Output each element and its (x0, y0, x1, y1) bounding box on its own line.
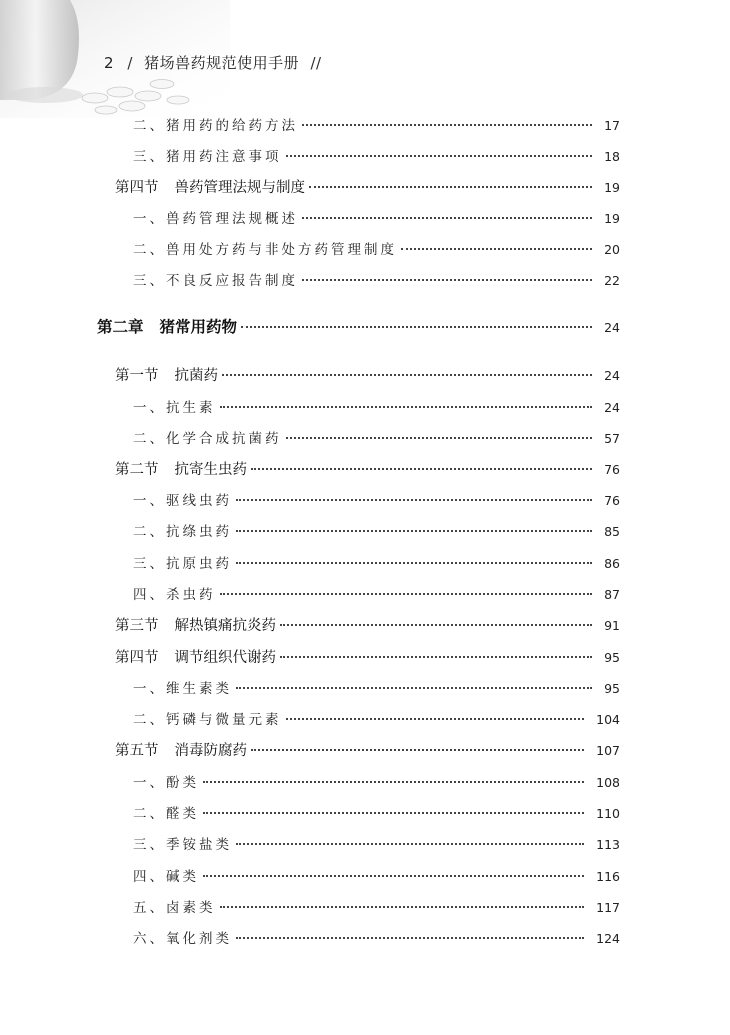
toc-entry[interactable] (133, 552, 620, 572)
toc-entry[interactable] (133, 145, 620, 165)
toc-entry-page: 107 (596, 743, 620, 758)
leader-dots (251, 468, 592, 470)
leader-dots (309, 186, 592, 188)
toc-entry-page: 24 (604, 320, 620, 335)
section-number: 第四节 (115, 650, 159, 666)
chapter-number: 第二章 (97, 318, 144, 336)
toc-entry-page: 86 (604, 556, 620, 571)
toc-entry-page: 24 (604, 400, 620, 415)
leader-dots (236, 562, 592, 564)
toc-entry[interactable] (133, 207, 620, 227)
section-number: 第四节 (115, 180, 159, 196)
toc-section[interactable] (115, 614, 620, 635)
leader-dots (220, 406, 593, 408)
toc-entry[interactable] (133, 927, 620, 947)
toc-section-label (115, 646, 276, 667)
section-title: 兽药管理法规与制度 (174, 180, 305, 196)
toc-section[interactable] (115, 364, 620, 385)
toc-entry[interactable] (133, 833, 620, 853)
toc-entry-label: 二、兽用处方药与非处方药管理制度 (133, 242, 397, 258)
toc-chapter-label (97, 315, 237, 337)
toc-entry[interactable] (133, 427, 620, 447)
section-number: 第一节 (115, 368, 159, 384)
section-number: 第二节 (115, 462, 159, 478)
toc-entry-label: 三、不良反应报告制度 (133, 273, 298, 289)
toc-entry-label: 四、杀虫药 (133, 587, 216, 603)
toc-entry-page: 85 (604, 524, 620, 539)
toc-section[interactable] (115, 176, 620, 197)
toc-section-label (115, 364, 218, 385)
toc-entry-page: 124 (596, 931, 620, 946)
page-number: 2 (104, 54, 115, 72)
toc-entry-label: 一、兽药管理法规概述 (133, 211, 298, 227)
leader-dots (241, 326, 592, 328)
section-title: 调节组织代谢药 (174, 650, 276, 666)
chapter-title: 猪常用药物 (159, 318, 238, 336)
toc-entry[interactable] (133, 583, 620, 603)
toc-entry-page: 24 (604, 368, 620, 383)
toc-entry-label: 二、醛类 (133, 806, 199, 822)
toc-entry[interactable] (133, 396, 620, 416)
toc-entry-page: 113 (596, 837, 620, 852)
toc-entry-page: 76 (604, 462, 620, 477)
section-title: 解热镇痛抗炎药 (174, 618, 276, 634)
toc-section[interactable] (115, 739, 620, 760)
toc-entry-page: 104 (596, 712, 620, 727)
toc-entry-page: 76 (604, 493, 620, 508)
leader-dots (286, 437, 593, 439)
leader-dots (302, 124, 592, 126)
leader-dots (236, 499, 592, 501)
toc-entry[interactable] (133, 865, 620, 885)
section-number: 第五节 (115, 743, 159, 759)
section-title: 抗菌药 (174, 368, 218, 384)
toc-entry-label: 一、驱线虫药 (133, 493, 232, 509)
toc-entry[interactable] (133, 771, 620, 791)
leader-dots (302, 279, 592, 281)
toc-entry-page: 18 (604, 149, 620, 164)
leader-dots (220, 906, 585, 908)
toc-entry-page: 19 (604, 180, 620, 195)
toc-chapter[interactable] (97, 315, 620, 337)
toc-entry-label: 一、维生素类 (133, 681, 232, 697)
toc-entry[interactable] (133, 677, 620, 697)
leader-dots (203, 875, 584, 877)
leader-dots (302, 217, 592, 219)
toc-entry-label: 三、猪用药注意事项 (133, 149, 282, 165)
toc-section[interactable] (115, 458, 620, 479)
toc-entry-label: 三、抗原虫药 (133, 556, 232, 572)
toc-entry-page: 22 (604, 273, 620, 288)
toc-entry[interactable] (133, 802, 620, 822)
section-number: 第三节 (115, 618, 159, 634)
toc-entry[interactable] (133, 896, 620, 916)
toc-section-label (115, 614, 276, 635)
header-slash: / (127, 54, 133, 72)
toc-entry-page: 20 (604, 242, 620, 257)
leader-dots (286, 718, 585, 720)
toc-entry[interactable] (133, 238, 620, 258)
leader-dots (236, 530, 592, 532)
toc-entry-page: 19 (604, 211, 620, 226)
toc-entry-label: 三、季铵盐类 (133, 837, 232, 853)
toc-entry[interactable] (133, 269, 620, 289)
toc-entry-label: 二、化学合成抗菌药 (133, 431, 282, 447)
toc-section-label (115, 458, 247, 479)
leader-dots (280, 624, 592, 626)
toc-entry-page: 95 (604, 650, 620, 665)
leader-dots (401, 248, 592, 250)
section-title: 消毒防腐药 (174, 743, 247, 759)
toc-entry-page: 110 (596, 806, 620, 821)
toc-entry-label: 一、抗生素 (133, 400, 216, 416)
leader-dots (203, 781, 584, 783)
leader-dots (220, 593, 593, 595)
leader-dots (286, 155, 593, 157)
toc-entry-page: 108 (596, 775, 620, 790)
toc-entry-label: 二、抗绦虫药 (133, 524, 232, 540)
toc-entry[interactable] (133, 520, 620, 540)
toc-entry-label: 二、猪用药的给药方法 (133, 118, 298, 134)
toc-entry-page: 57 (604, 431, 620, 446)
book-title: 猪场兽药规范使用手册 (144, 54, 300, 72)
toc-entry[interactable] (133, 708, 620, 728)
toc-entry-page: 17 (604, 118, 620, 133)
toc-entry-page: 91 (604, 618, 620, 633)
leader-dots (236, 843, 584, 845)
toc-entry-page: 116 (596, 869, 620, 884)
leader-dots (222, 374, 592, 376)
toc-entry-label: 一、酚类 (133, 775, 199, 791)
toc-entry[interactable] (133, 114, 620, 134)
toc-section-label (115, 739, 247, 760)
leader-dots (236, 937, 584, 939)
toc-entry-page: 87 (604, 587, 620, 602)
header-tail-mark: // (310, 54, 322, 72)
leader-dots (236, 687, 592, 689)
toc-entry-page: 95 (604, 681, 620, 696)
toc-section[interactable] (115, 646, 620, 667)
leader-dots (280, 656, 592, 658)
toc-entry-label: 四、碱类 (133, 869, 199, 885)
toc-entry-label: 五、卤素类 (133, 900, 216, 916)
toc-entry-page: 117 (596, 900, 620, 915)
toc-entry[interactable] (133, 489, 620, 509)
toc-entry-label: 二、钙磷与微量元素 (133, 712, 282, 728)
leader-dots (203, 812, 584, 814)
toc-section-label (115, 176, 305, 197)
leader-dots (251, 749, 584, 751)
toc-entry-label: 六、氧化剂类 (133, 931, 232, 947)
section-title: 抗寄生虫药 (174, 462, 247, 478)
